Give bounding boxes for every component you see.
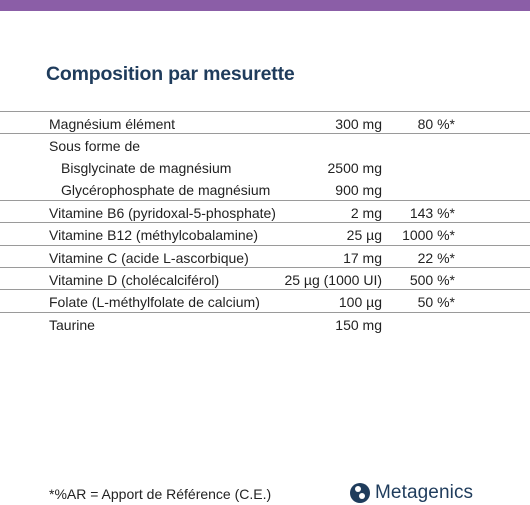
reference-footnote: *%AR = Apport de Référence (C.E.) — [49, 486, 272, 502]
ingredient-amount: 2500 mg — [327, 159, 382, 176]
table-row — [0, 222, 530, 244]
ingredient-amount: 2 mg — [350, 205, 382, 222]
ingredient-reference-percent: 22 %* — [417, 249, 455, 266]
ingredient-name: Vitamine C (acide L-ascorbique) — [49, 249, 249, 266]
table-row — [0, 289, 530, 311]
ingredient-reference-percent: 143 %* — [409, 205, 455, 222]
ingredient-amount: 100 µg — [338, 294, 382, 311]
ingredient-reference-percent: 50 %* — [417, 294, 455, 311]
ingredient-reference-percent: 500 %* — [409, 272, 455, 289]
ingredient-name: Folate (L-méthylfolate de calcium) — [49, 294, 260, 311]
table-row — [0, 200, 530, 222]
ingredient-reference-percent: 1000 %* — [402, 227, 455, 244]
metagenics-logo-icon — [350, 483, 370, 503]
page-title: Composition par mesurette — [46, 63, 295, 85]
ingredient-amount: 900 mg — [335, 181, 382, 198]
table-row — [0, 245, 530, 267]
ingredient-amount: 150 mg — [335, 316, 382, 333]
ingredient-name: Vitamine D (cholécalciférol) — [49, 272, 220, 289]
composition-table — [0, 111, 530, 334]
table-row — [0, 133, 530, 155]
ingredient-amount: 300 mg — [335, 116, 382, 132]
ingredient-name: Glycérophosphate de magnésium — [61, 181, 271, 198]
ingredient-amount: 25 µg — [346, 227, 382, 244]
ingredient-name: Sous forme de — [49, 138, 141, 155]
table-row — [0, 178, 530, 200]
accent-bar — [0, 0, 530, 11]
ingredient-name: Taurine — [49, 316, 95, 333]
ingredient-amount: 17 mg — [343, 249, 382, 266]
table-row — [0, 111, 530, 133]
ingredient-reference-percent: 80 %* — [417, 116, 455, 132]
ingredient-amount: 25 µg (1000 UI) — [284, 272, 382, 289]
ingredient-name: Magnésium élément — [49, 116, 176, 132]
ingredient-name: Vitamine B12 (méthylcobalamine) — [49, 227, 259, 244]
brand-logo — [350, 481, 473, 505]
ingredient-name: Vitamine B6 (pyridoxal-5-phosphate) — [49, 205, 276, 222]
table-row — [0, 312, 530, 334]
table-row — [0, 156, 530, 178]
brand-name: Metagenics — [375, 482, 474, 503]
ingredient-name: Bisglycinate de magnésium — [61, 159, 232, 176]
table-row — [0, 267, 530, 289]
